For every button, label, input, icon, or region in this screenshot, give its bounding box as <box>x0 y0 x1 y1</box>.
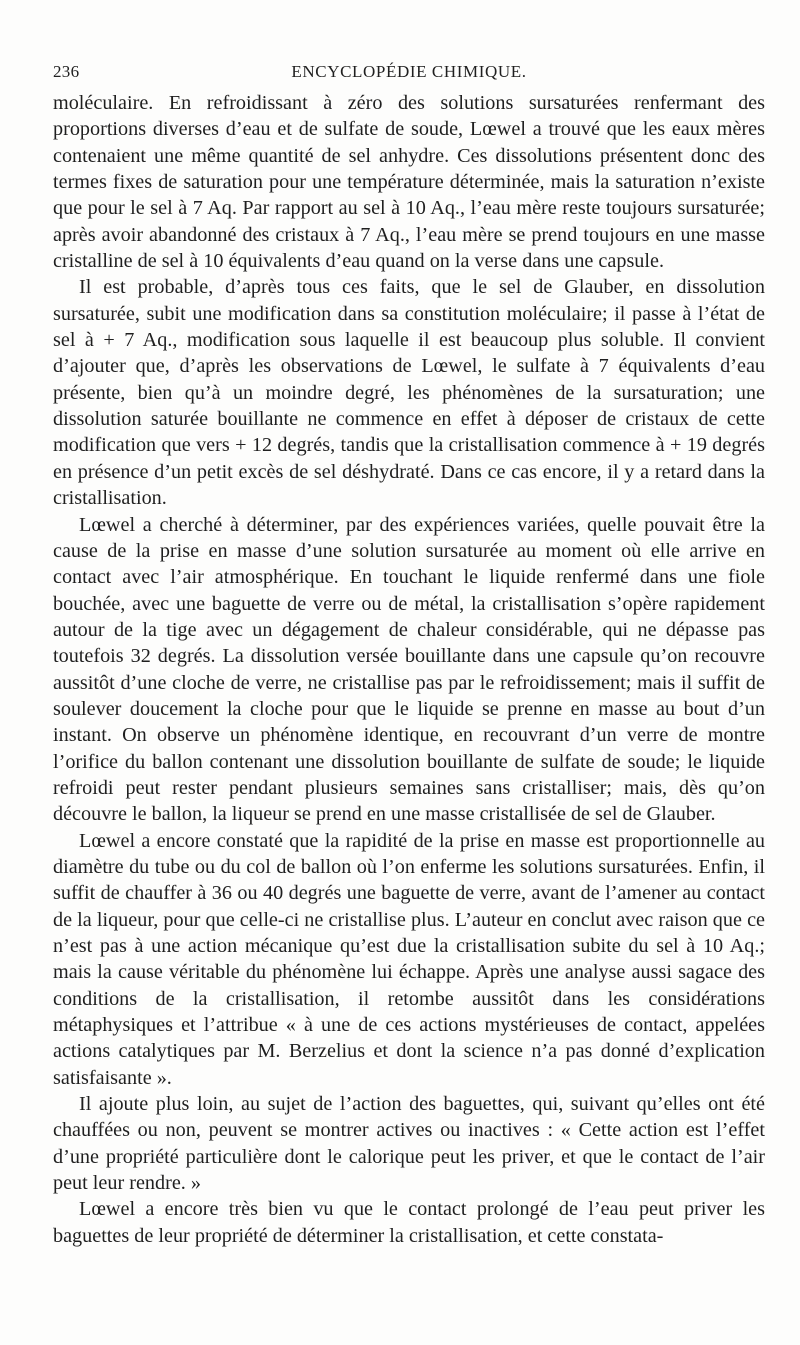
body-text <box>53 90 765 1249</box>
running-title: ENCYCLOPÉDIE CHIMIQUE. <box>291 62 527 81</box>
page-number: 236 <box>53 62 80 81</box>
paragraph: Lœwel a encore très bien vu que le contact prolongé de l’eau peut priver les baguettes de leur propriété de déterminer la cristallisation, et cette constata- <box>53 1198 765 1247</box>
paragraph: Lœwel a cherché à déterminer, par des expériences variées, quelle pouvait être la cause de la prise en masse d’une solution sursaturée au moment où elle arrive en contact avec l’air atmosphérique. En touchant le liquide renfermé dans une fiole bouchée, avec une baguette de verre ou de métal, la cristallisation s’opère rapidement autour de la tige avec un dégagement de chaleur considérable, qui ne dépasse pas toutefois 32 degrés. La dissolution versée bouillante dans une capsule qu’on recouvre aussitôt d’une cloche de verre, ne cristallise pas par le refroidissement; mais il suffit de soulever doucement la cloche pour que le liquide se prenne en masse au bout d’un instant. On observe un phénomène identique, en recouvrant d’un verre de montre l’orifice du ballon contenant une dissolution bouillante de sulfate de soude; le liquide refroidi peut rester pendant plusieurs semaines sans cristalliser; mais, dès qu’on découvre le ballon, la liqueur se prend en une masse cristallisée de sel de Glauber. <box>53 513 765 826</box>
page-header <box>53 62 765 86</box>
paragraph: moléculaire. En refroidissant à zéro des solutions sursaturées renfermant des proportions diverses d’eau et de sulfate de soude, Lœwel a trouvé que les eaux mères contenaient une même quantité de sel anhydre. Ces dissolutions présentent donc des termes fixes de saturation pour une température déterminée, mais la saturation n’existe que pour le sel à 7 Aq. Par rapport au sel à 10 Aq., l’eau mère reste toujours sursaturée; après avoir abandonné des cristaux à 7 Aq., l’eau mère se prend toujours en une masse cristalline de sel à 10 équivalents d’eau quand on la verse dans une capsule. <box>53 92 765 273</box>
paragraph: Lœwel a encore constaté que la rapidité de la prise en masse est proportionnelle au diamètre du tube ou du col de ballon où l’on enferme les solutions sursaturées. Enfin, il suffit de chauffer à 36 ou 40 degrés une baguette de verre, avant de l’amener au contact de la liqueur, pour que celle-ci ne cristallise plus. L’auteur en conclut avec raison que ce n’est pas à une action mécanique qu’est due la cristallisation subite du sel à 10 Aq.; mais la cause véritable du phénomène lui échappe. Après une analyse aussi sagace des conditions de la cristallisation, il retombe aussitôt dans les considérations métaphysiques et l’attribue « à une de ces actions mystérieuses de contact, appelées actions catalytiques par M. Berzelius et dont la science n’a pas donné d’explication satisfaisante ». <box>53 829 765 1089</box>
paragraph: Il est probable, d’après tous ces faits, que le sel de Glauber, en dissolution sursaturée, subit une modification dans sa constitution moléculaire; il passe à l’état de sel à + 7 Aq., modification sous laquelle il est beaucoup plus soluble. Il convient d’ajouter que, d’après les observations de Lœwel, le sulfate à 7 équivalents d’eau présente, bien qu’à un moindre degré, les phénomènes de la sursaturation; une dissolution saturée bouillante ne commence en effet à déposer de cristaux de cette modification que vers + 12 degrés, tandis que la cristallisation commence à + 19 degrés en présence d’un petit excès de sel déshydraté. Dans ce cas encore, il y a retard dans la cristallisation. <box>53 276 765 510</box>
paragraph: Il ajoute plus loin, au sujet de l’action des baguettes, qui, suivant qu’elles ont été chauffées ou non, peuvent se montrer actives ou inactives : « Cette action est l’effet d’une propriété particulière dont le calorique peut les priver, et que le contact de l’air peut leur rendre. » <box>53 1093 765 1195</box>
